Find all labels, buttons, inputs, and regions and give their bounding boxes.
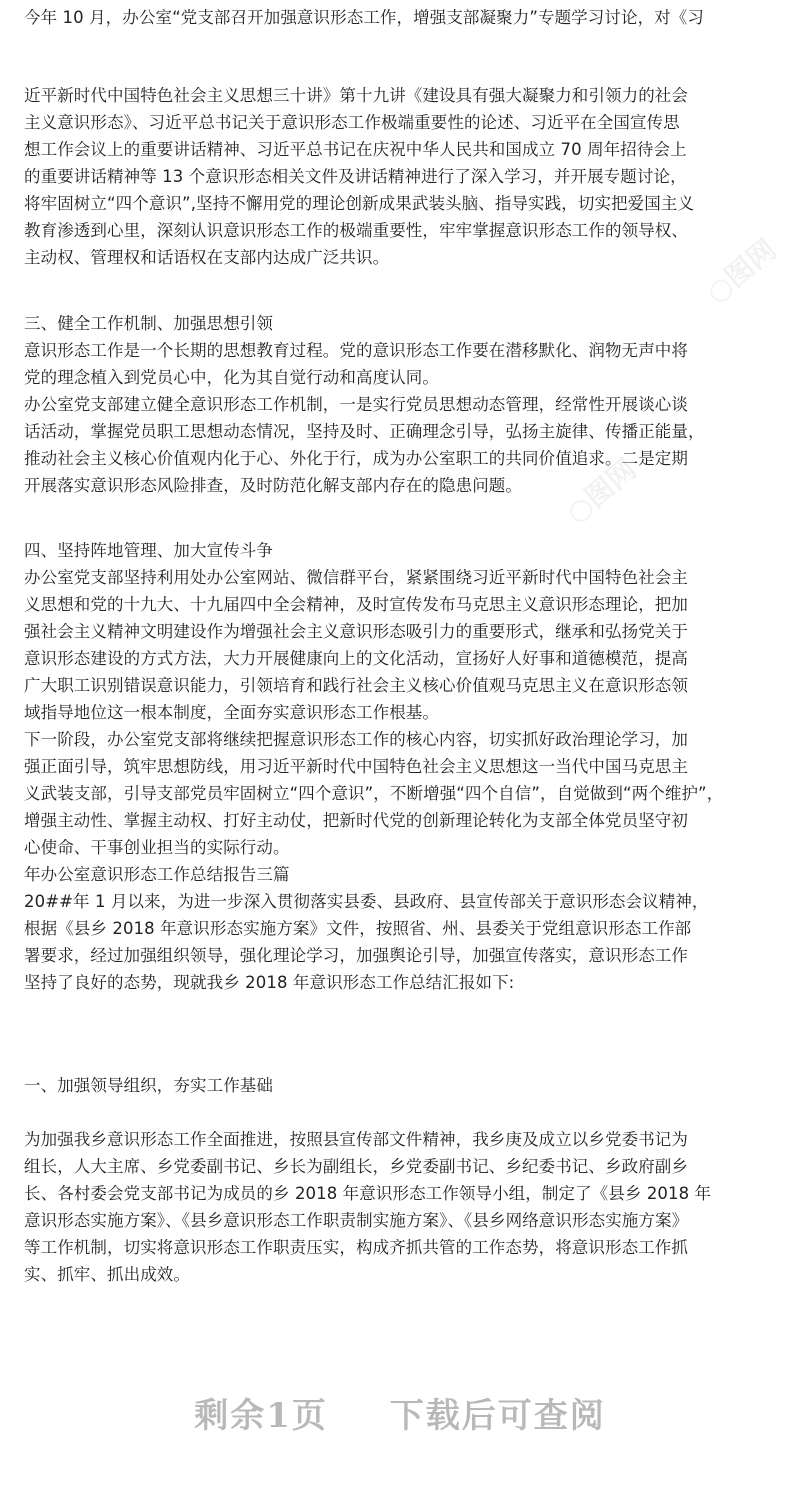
paragraph-5: 为加强我乡意识形态工作全面推进，按照县宣传部文件精神，我乡庚及成立以乡党委书记为 组长，人大主席、乡党委副书记、乡长为副组长，乡党委副书记、乡纪委书记、乡政府副乡 长、各村委会党支部书记为成员的乡 2018 年意识形态工作领导小组，制定了《县乡 2018 年 意识形态实施方案》、《县乡意识形态工作职责制实施方案》、《县乡网络意识形态实施方案》 等工作机制，切实将意识形态工作职责压实，构成齐抓共管的工作态势，将意识形态工作抓 实、抓牢、抓出成效。 bbox=[24, 1130, 712, 1284]
paragraph-2: 近平新时代中国特色社会主义思想三十讲》第十九讲《建设具有强大凝聚力和引领力的社会 主义意识形态》、习近平总书记关于意识形态工作极端重要性的论述、习近平在全国宣传思 想工作会议上的重要讲话精神、习近平总书记在庆祝中华人民共和国成立 70 周年招待会上 的重要讲话精神等 13 个意识形态相关文件及讲话精神进行了深入学习，并开展专题讨论， 将牢固树立“四个意识”,坚持不懈用党的理论创新成果武装头脑、指导实践，切实把爱国主义 教育渗透到心里，深刻认识意识形态工作的极端重要性，牢牢掌握意识形态工作的领导权、 主动权、管理权和话语权在支部内达成广泛共识。 bbox=[24, 86, 695, 267]
watermark: ○图网 bbox=[699, 232, 783, 310]
paragraph-4: 四、坚持阵地管理、加大宣传斗争 办公室党支部坚持利用处办公室网站、微信群平台，紧紧围绕习近平新时代中国特色社会主 义思想和党的十九大、十九届四中全会精神，及时宣传发布马克思主义意识形态理论，把加 强社会主义精神文明建设作为增强社会主义意识形态吸引力的重要形式，继承和弘扬党关于 意识形态建设的方式方法，大力开展健康向上的文化活动，宣扬好人好事和道德模范，提高 广大职工识别错误意识能力，引领培育和践行社会主义核心价值观马克思主义在意识形态领 域指导地位这一根本制度，全面夯实意识形态工作根基。 下一阶段，办公室党支部将继续把握意识形态工作的核心内容，切实抓好政治理论学习，加 强正面引导，筑牢思想防线，用习近平新时代中国特色社会主义思想这一当代中国马克思主 义武装支部，引导支部党员牢固树立“四个意识”，不断增强“四个自信”，自觉做到“两个维护”， 增强主动性、掌握主动权、打好主动仗，把新时代党的创新理论转化为支部全体党员坚守初 心使命、干事创业担当的实际行动。 年办公室意识形态工作总结报告三篇 20##年 1 月以来，为进一步深入贯彻落实县委、县政府、县宣传部关于意识形态会议精神， 根据《县乡 2018 年意识形态实施方案》文件，按照省、州、县委关于党组意识形态工作部 署要求，经过加强组织领导，强化理论学习，加强舆论引导，加强宣传落实，意识形态工作 坚持了良好的态势，现就我乡 2018 年意识形态工作总结汇报如下: bbox=[24, 541, 724, 992]
watermark: ○图网 bbox=[559, 452, 643, 530]
paragraph-1: 今年 10 月，办公室“党支部召开加强意识形态工作，增强支部凝聚力”专题学习讨论，对《习 bbox=[24, 8, 704, 27]
section-heading: 一、加强领导组织，夯实工作基础 bbox=[24, 1076, 273, 1095]
download-banner[interactable] bbox=[0, 1388, 800, 1437]
download-hint-label: 下载后可查阅 bbox=[389, 1396, 606, 1436]
paragraph-3: 三、健全工作机制、加强思想引领 意识形态工作是一个长期的思想教育过程。党的意识形态工作要在潜移默化、润物无声中将 党的理念植入到党员心中，化为其自觉行动和高度认同。 办公室党支部建立健全意识形态工作机制，一是实行党员思想动态管理，经常性开展谈心谈 话活动，掌握党员职工思想动态情况，坚持及时、正确理念引导，弘扬主旋律、传播正能量， 推动社会主义核心价值观内化于心、外化于行，成为办公室职工的共同价值追求。二是定期 开展落实意识形态风险排查，及时防范化解支部内存在的隐患问题。 bbox=[24, 314, 705, 495]
remaining-pages-label: 剩余1页 bbox=[194, 1396, 328, 1436]
